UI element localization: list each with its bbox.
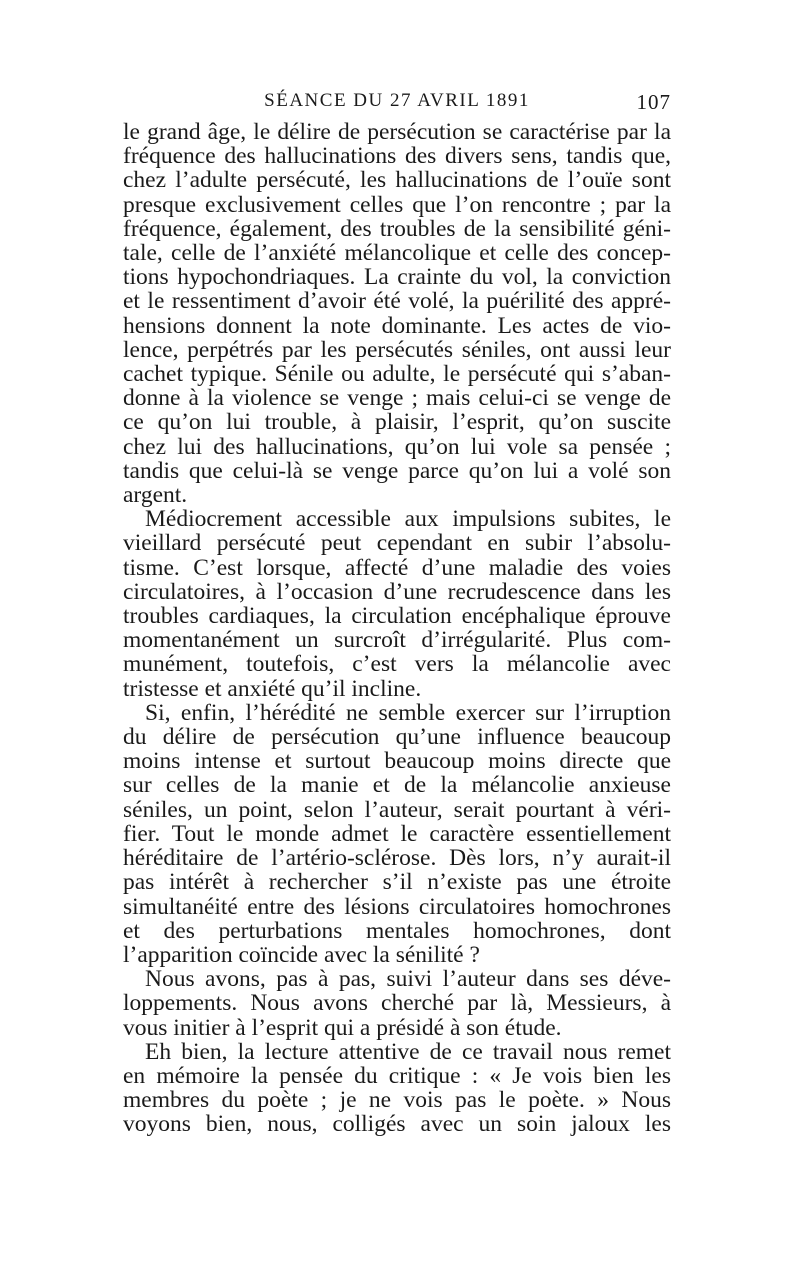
text-line: le grand âge, le délire de persécution se caractérise par la (123, 119, 671, 145)
text-line: tisme. C’est lorsque, affecté d’une maladie des voies (123, 554, 671, 581)
running-title: SÉANCE DU 27 AVRIL 1891 (264, 90, 530, 111)
text-line: séniles, un point, selon l’auteur, serait pourtant à véri- (123, 796, 671, 823)
page-number: 107 (636, 90, 671, 114)
text-line: sur celles de la manie et de la mélancolie anxieuse (123, 772, 671, 799)
text-line: vous initier à l’esprit qui a présidé à son étude. (123, 1014, 562, 1041)
text-line: et le ressentiment d’avoir été volé, la puérilité des appré- (123, 288, 671, 315)
text-line: tale, celle de l’anxiété mélancolique et celle des concep- (123, 240, 671, 267)
text-line: Médiocrement accessible aux impulsions subites, le (145, 506, 671, 533)
text-line: chez lui des hallucinations, qu’on lui vole sa pensée ; (123, 433, 671, 460)
body-text (123, 120, 671, 1137)
paragraph (123, 967, 671, 1040)
text-line: presque exclusivement celles que l’on rencontre ; par la (123, 191, 671, 218)
text-line: cachet typique. Sénile ou adulte, le persécuté qui s’aban- (123, 361, 671, 388)
text-line: l’apparition coïncide avec la sénilité ? (123, 941, 480, 968)
book-page (123, 90, 671, 1137)
paragraph (123, 701, 671, 967)
text-line: moins intense et surtout beaucoup moins directe que (123, 748, 671, 775)
text-line: simultanéité entre des lésions circulatoires homochrones (123, 893, 671, 920)
text-line: lence, perpétrés par les persécutés séniles, ont aussi leur (123, 336, 671, 363)
paragraph (123, 1040, 671, 1137)
text-line: et des perturbations mentales homochrones, dont (123, 917, 671, 944)
text-line: donne à la violence se venge ; mais celui-ci se venge de (123, 385, 671, 412)
text-line: du délire de persécution qu’une influence beaucoup (123, 724, 671, 751)
text-line: héréditaire de l’artério-sclérose. Dès lors, n’y aurait-il (123, 845, 671, 872)
text-line: chez l’adulte persécuté, les hallucinations de l’ouïe sont (123, 167, 671, 194)
text-line: loppements. Nous avons cherché par là, Messieurs, à (123, 990, 671, 1017)
text-line: vieillard persécuté peut cependant en subir l’absolu- (123, 530, 671, 557)
text-line: pas intérêt à rechercher s’il n’existe pas une étroite (123, 869, 671, 896)
text-line: membres du poète ; je ne vois pas le poète. » Nous (123, 1087, 671, 1114)
text-line: fréquence, également, des troubles de la sensibilité géni- (123, 215, 671, 242)
text-line: Si, enfin, l’hérédité ne semble exercer sur l’irruption (145, 699, 671, 726)
text-line: argent. (123, 482, 188, 509)
paragraph (123, 120, 671, 507)
paragraph (123, 507, 671, 701)
text-line: voyons bien, nous, colligés avec un soin jaloux les (123, 1111, 671, 1138)
text-line: munément, toutefois, c’est vers la mélancolie avec (123, 651, 671, 678)
text-line: hensions donnent la note dominante. Les actes de vio- (123, 312, 671, 339)
text-line: ce qu’on lui trouble, à plaisir, l’esprit, qu’on suscite (123, 409, 671, 436)
text-line: fréquence des hallucinations des divers sens, tandis que, (123, 143, 671, 170)
text-line: circulatoires, à l’occasion d’une recrudescence dans les (123, 578, 671, 605)
text-line: Nous avons, pas à pas, suivi l’auteur dans ses déve- (145, 966, 671, 993)
running-header (123, 90, 671, 120)
text-line: fier. Tout le monde admet le caractère essentiellement (123, 820, 671, 847)
text-line: tristesse et anxiété qu’il incline. (123, 675, 422, 702)
text-line: troubles cardiaques, la circulation encéphalique éprouve (123, 603, 671, 630)
text-line: tandis que celui-là se venge parce qu’on lui a volé son (123, 457, 671, 484)
text-line: en mémoire la pensée du critique : « Je vois bien les (123, 1062, 671, 1089)
text-line: tions hypochondriaques. La crainte du vol, la conviction (123, 264, 671, 291)
text-line: Eh bien, la lecture attentive de ce travail nous remet (145, 1038, 671, 1065)
text-line: momentanément un surcroît d’irrégularité. Plus com- (123, 627, 671, 654)
